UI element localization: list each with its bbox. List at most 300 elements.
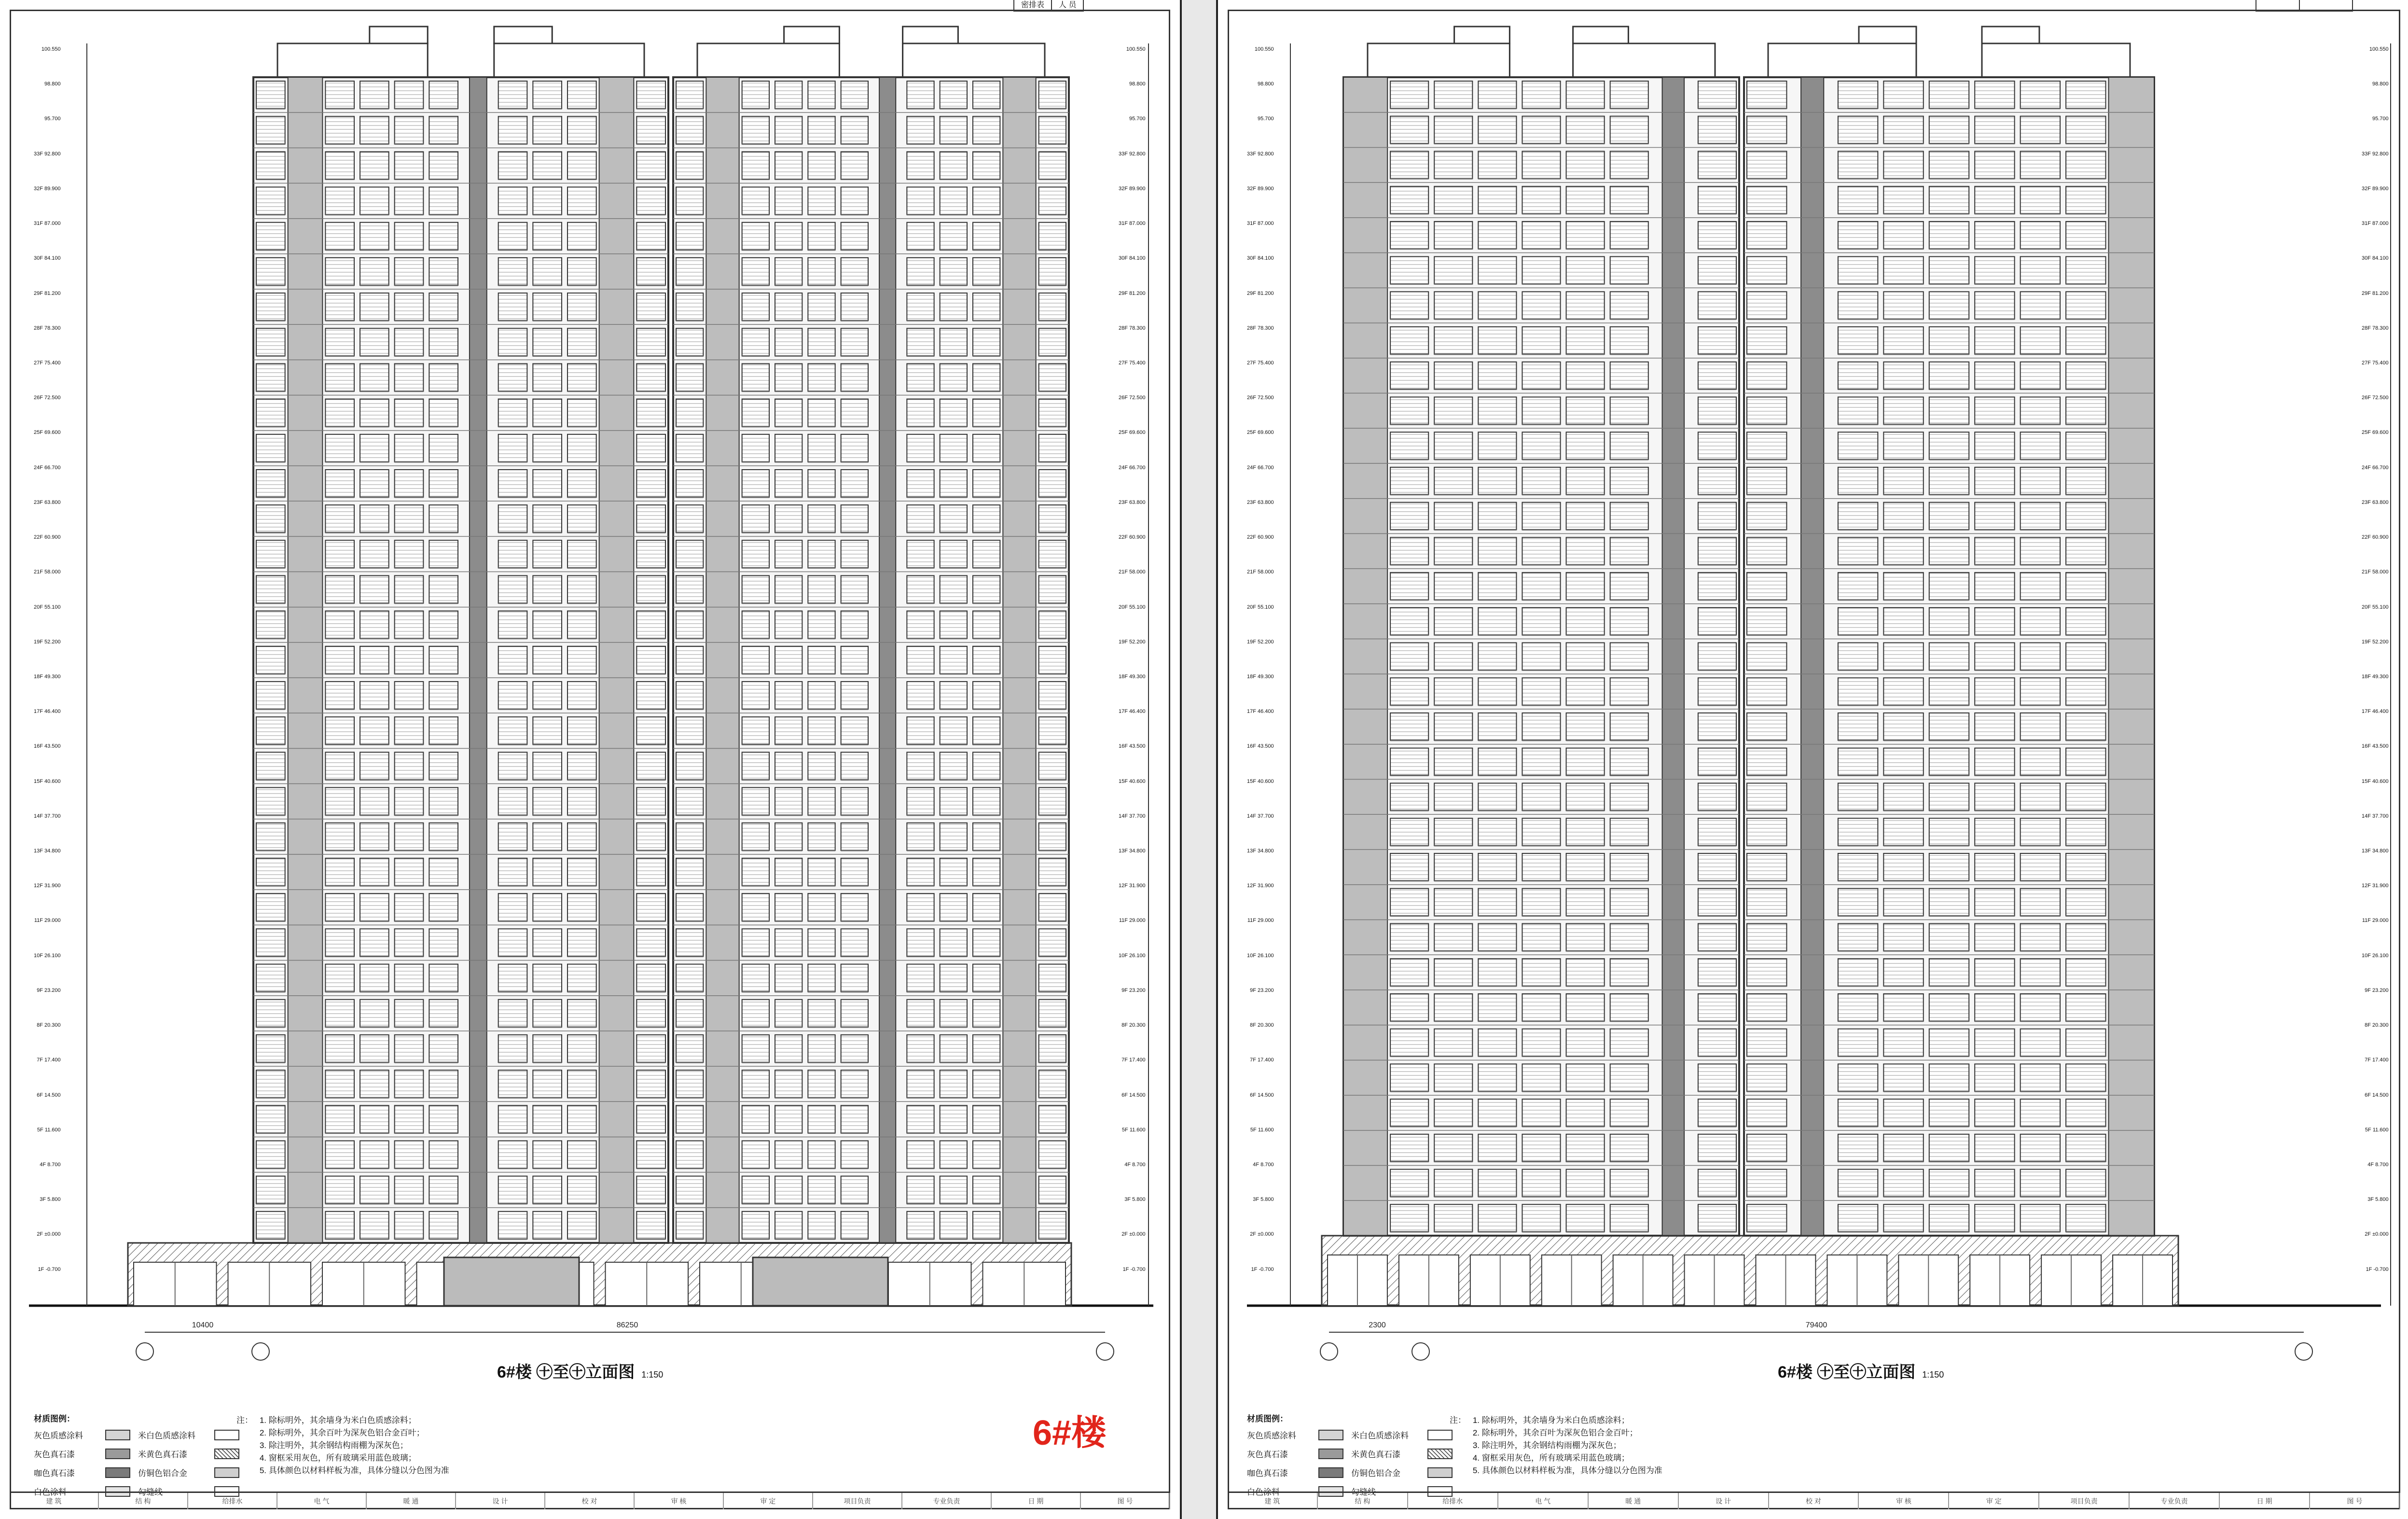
window <box>395 1035 424 1062</box>
window <box>775 646 802 674</box>
window <box>1975 713 2014 740</box>
window <box>907 470 934 497</box>
window <box>676 858 703 886</box>
window <box>1434 151 1472 179</box>
legend-swatch <box>105 1430 130 1440</box>
window <box>808 752 835 780</box>
window <box>1039 682 1066 709</box>
window <box>1929 923 1969 951</box>
window <box>1838 1099 1878 1127</box>
window <box>1610 222 1648 249</box>
strip-cell: 日 期 <box>992 1493 1081 1509</box>
window <box>973 788 1000 815</box>
level-label: 4F 8.700 <box>1253 1162 1274 1168</box>
window <box>2021 1204 2060 1232</box>
window <box>2066 116 2105 144</box>
window <box>637 1141 665 1168</box>
window <box>498 81 527 109</box>
window <box>1522 994 1560 1021</box>
window <box>360 223 389 250</box>
window <box>1747 186 1786 214</box>
window <box>676 576 703 603</box>
window <box>637 1000 665 1027</box>
window <box>1883 151 1923 179</box>
window <box>1566 1170 1605 1197</box>
window <box>360 929 389 956</box>
window <box>1434 292 1472 319</box>
window <box>1434 222 1472 249</box>
window <box>775 1070 802 1098</box>
window <box>1478 292 1516 319</box>
window <box>1478 502 1516 530</box>
window <box>325 1176 354 1204</box>
window <box>429 470 458 497</box>
window <box>567 187 596 215</box>
window <box>360 1070 389 1098</box>
level-label: 29F 81.200 <box>1247 290 1274 296</box>
window <box>256 293 285 321</box>
level-label: 4F 8.700 <box>1124 1162 1146 1168</box>
window <box>360 1141 389 1168</box>
window <box>1838 116 1878 144</box>
legend-swatch <box>1318 1467 1343 1478</box>
window <box>907 505 934 532</box>
window <box>325 1105 354 1133</box>
window <box>637 540 665 568</box>
window <box>940 1035 967 1062</box>
window <box>1522 923 1560 951</box>
window <box>1522 643 1560 670</box>
window <box>841 1000 868 1027</box>
window <box>1434 81 1472 109</box>
window <box>1610 151 1648 179</box>
window <box>498 434 527 462</box>
window <box>429 223 458 250</box>
window <box>1390 257 1428 284</box>
strip-cell: 建 筑 <box>10 1493 99 1509</box>
window <box>1929 537 1969 565</box>
level-label: 23F 63.800 <box>2362 499 2389 505</box>
window <box>808 187 835 215</box>
window <box>637 328 665 356</box>
window <box>907 893 934 921</box>
level-column <box>1119 46 1146 1301</box>
window <box>2021 397 2060 425</box>
window <box>1929 151 1969 179</box>
window <box>1747 537 1786 565</box>
window <box>1434 257 1472 284</box>
window <box>1610 432 1648 460</box>
elevation-sheet-left <box>0 0 1182 1519</box>
window <box>429 1141 458 1168</box>
window <box>940 1176 967 1204</box>
window <box>907 788 934 815</box>
level-label: 15F 40.600 <box>1119 778 1146 784</box>
window <box>1838 1029 1878 1057</box>
level-label: 17F 46.400 <box>34 709 61 715</box>
window <box>775 187 802 215</box>
level-label: 10F 26.100 <box>1119 952 1146 959</box>
window <box>1838 713 1878 740</box>
level-label: 12F 31.900 <box>2362 883 2389 889</box>
window <box>1975 1099 2014 1127</box>
building-label: 6#楼 <box>1033 1414 1107 1452</box>
window <box>1838 572 1878 600</box>
legend-swatch <box>214 1430 239 1440</box>
window <box>742 1035 769 1062</box>
window <box>1390 537 1428 565</box>
window <box>498 1070 527 1098</box>
window <box>567 929 596 956</box>
window <box>742 893 769 921</box>
window <box>1747 327 1786 354</box>
window <box>775 576 802 603</box>
window <box>256 470 285 497</box>
legend-swatch <box>1427 1449 1453 1459</box>
window <box>1434 572 1472 600</box>
level-label: 31F 87.000 <box>1247 221 1274 227</box>
level-label: 4F 8.700 <box>2367 1162 2389 1168</box>
window <box>360 1000 389 1027</box>
level-label: 30F 84.100 <box>1119 255 1146 262</box>
window <box>973 81 1000 109</box>
level-label: 32F 89.900 <box>2362 185 2389 192</box>
window <box>395 223 424 250</box>
window <box>2066 1170 2105 1197</box>
window <box>395 1000 424 1027</box>
window <box>1390 643 1428 670</box>
window <box>1566 853 1605 881</box>
window <box>1883 713 1923 740</box>
strip-cell: 图 号 <box>2310 1493 2400 1509</box>
window <box>1883 362 1923 390</box>
window <box>1698 1134 1736 1162</box>
note-item: 3. 除注明外，其余钢结构雨棚为深灰色； <box>1482 1439 1662 1452</box>
window <box>1478 467 1516 495</box>
window <box>907 858 934 886</box>
window <box>1929 713 1969 740</box>
window <box>567 328 596 356</box>
window <box>841 646 868 674</box>
legend-label: 灰色真石漆 <box>1247 1450 1288 1459</box>
window <box>1698 678 1736 705</box>
window <box>1838 783 1878 811</box>
level-label: 11F 29.000 <box>1247 918 1274 924</box>
window <box>2066 608 2105 635</box>
wall-pier <box>2109 77 2154 1236</box>
level-label: 3F 5.800 <box>1253 1197 1274 1203</box>
window <box>256 81 285 109</box>
window <box>907 293 934 321</box>
window <box>940 293 967 321</box>
window <box>395 363 424 391</box>
window <box>637 1105 665 1133</box>
window <box>1929 1204 1969 1232</box>
legend-swatch <box>214 1449 239 1459</box>
window <box>1975 222 2014 249</box>
window <box>676 293 703 321</box>
window <box>1838 362 1878 390</box>
window <box>325 1000 354 1027</box>
window <box>1610 572 1648 600</box>
window <box>973 929 1000 956</box>
window <box>256 1212 285 1239</box>
window <box>940 682 967 709</box>
window <box>395 116 424 144</box>
window <box>1039 752 1066 780</box>
window <box>1478 1134 1516 1162</box>
window <box>841 964 868 992</box>
window <box>1883 432 1923 460</box>
level-label: 21F 58.000 <box>1119 569 1146 575</box>
window <box>1698 1170 1736 1197</box>
level-label: 2F ±0.000 <box>37 1231 61 1238</box>
level-label: 20F 55.100 <box>1119 604 1146 610</box>
window <box>1434 432 1472 460</box>
window <box>1390 889 1428 916</box>
level-label: 30F 84.100 <box>2362 255 2389 262</box>
axis-bubble <box>252 1343 269 1360</box>
window <box>1698 608 1736 635</box>
window <box>533 116 562 144</box>
window <box>637 258 665 285</box>
window <box>1478 959 1516 986</box>
window <box>360 470 389 497</box>
window <box>637 788 665 815</box>
level-label: 28F 78.300 <box>34 325 61 331</box>
window <box>360 293 389 321</box>
window <box>1522 959 1560 986</box>
window <box>841 187 868 215</box>
level-label: 26F 72.500 <box>1119 395 1146 401</box>
window <box>841 116 868 144</box>
window <box>325 1212 354 1239</box>
window <box>256 116 285 144</box>
window <box>1566 537 1605 565</box>
window <box>325 81 354 109</box>
window <box>429 399 458 427</box>
window <box>1522 572 1560 600</box>
level-label: 9F 23.200 <box>37 987 61 993</box>
level-label: 26F 72.500 <box>2362 395 2389 401</box>
legend-label: 灰色真石漆 <box>34 1450 75 1459</box>
window <box>1747 959 1786 986</box>
window <box>1566 1134 1605 1162</box>
window <box>1698 116 1736 144</box>
window <box>1838 889 1878 916</box>
window <box>1039 858 1066 886</box>
window <box>808 611 835 639</box>
window <box>775 1212 802 1239</box>
window <box>256 646 285 674</box>
window <box>1929 959 1969 986</box>
level-label: 31F 87.000 <box>2362 221 2389 227</box>
level-label: 17F 46.400 <box>2362 709 2389 715</box>
window <box>2021 889 2060 916</box>
window <box>1929 81 1969 109</box>
window <box>1975 537 2014 565</box>
window <box>2066 292 2105 319</box>
window <box>1929 1099 1969 1127</box>
level-label: 28F 78.300 <box>2362 325 2389 331</box>
window <box>1883 994 1923 1021</box>
window <box>907 328 934 356</box>
window <box>1566 889 1605 916</box>
window <box>742 752 769 780</box>
window <box>1698 1029 1736 1057</box>
window <box>841 858 868 886</box>
window <box>907 1176 934 1204</box>
window <box>533 470 562 497</box>
window <box>2066 994 2105 1021</box>
window <box>1838 81 1878 109</box>
window <box>742 858 769 886</box>
window <box>637 505 665 532</box>
window <box>808 823 835 850</box>
window <box>325 116 354 144</box>
window <box>808 1105 835 1133</box>
level-label: 98.800 <box>1129 81 1146 87</box>
window <box>1975 818 2014 846</box>
window <box>1610 502 1648 530</box>
window <box>808 1070 835 1098</box>
window <box>498 1000 527 1027</box>
window <box>2066 572 2105 600</box>
material-legend <box>1247 1412 1456 1497</box>
window <box>1698 783 1736 811</box>
level-label: 7F 17.400 <box>1250 1057 1274 1063</box>
window <box>775 1035 802 1062</box>
window <box>775 1176 802 1204</box>
window <box>395 505 424 532</box>
window <box>940 1070 967 1098</box>
window <box>325 964 354 992</box>
legend-label: 米白色质感涂料 <box>138 1431 195 1440</box>
window <box>1478 923 1516 951</box>
window <box>2021 783 2060 811</box>
window <box>841 328 868 356</box>
window <box>2021 467 2060 495</box>
window <box>533 682 562 709</box>
window <box>1838 1170 1878 1197</box>
window <box>1478 186 1516 214</box>
window <box>1747 923 1786 951</box>
window <box>1610 1204 1648 1232</box>
window <box>1747 502 1786 530</box>
window <box>808 858 835 886</box>
strip-cell: 给排水 <box>1408 1493 1498 1509</box>
window <box>1039 152 1066 179</box>
window <box>1929 502 1969 530</box>
window <box>325 293 354 321</box>
window <box>498 752 527 780</box>
window <box>1838 608 1878 635</box>
design-notes <box>1450 1414 1662 1477</box>
window <box>1838 1134 1878 1162</box>
window <box>1039 611 1066 639</box>
window <box>533 1070 562 1098</box>
window <box>907 116 934 144</box>
window <box>395 187 424 215</box>
window <box>1039 540 1066 568</box>
window <box>1434 678 1472 705</box>
window <box>1838 186 1878 214</box>
window <box>1390 81 1428 109</box>
window <box>1522 748 1560 776</box>
window <box>742 399 769 427</box>
window <box>907 576 934 603</box>
window <box>841 752 868 780</box>
window <box>395 1212 424 1239</box>
window <box>360 752 389 780</box>
window <box>1039 258 1066 285</box>
window <box>1883 818 1923 846</box>
legend-label: 勾缝线 <box>138 1488 163 1497</box>
window <box>256 1141 285 1168</box>
window <box>907 1070 934 1098</box>
window <box>1698 537 1736 565</box>
window <box>395 646 424 674</box>
drawing-title <box>1778 1359 1944 1382</box>
window <box>533 893 562 921</box>
window <box>1975 432 2014 460</box>
window <box>1522 362 1560 390</box>
window <box>498 540 527 568</box>
window <box>1883 257 1923 284</box>
level-label: 27F 75.400 <box>1247 360 1274 366</box>
window <box>1747 1204 1786 1232</box>
window <box>1566 572 1605 600</box>
level-label: 13F 34.800 <box>2362 848 2389 854</box>
window <box>498 152 527 179</box>
window <box>775 399 802 427</box>
window <box>1039 293 1066 321</box>
window <box>940 187 967 215</box>
window <box>1522 397 1560 425</box>
window <box>973 399 1000 427</box>
window <box>2021 1099 2060 1127</box>
window <box>395 964 424 992</box>
window <box>1883 116 1923 144</box>
window <box>1478 151 1516 179</box>
window <box>841 258 868 285</box>
legend-label: 仿铜色铝合金 <box>138 1469 187 1478</box>
window <box>841 505 868 532</box>
window <box>973 752 1000 780</box>
window <box>429 1176 458 1204</box>
window <box>1929 397 1969 425</box>
window <box>907 929 934 956</box>
level-label: 16F 43.500 <box>2362 743 2389 750</box>
legend-label: 灰色质感涂料 <box>1247 1431 1296 1440</box>
window <box>1478 748 1516 776</box>
window <box>325 823 354 850</box>
window <box>1747 1134 1786 1162</box>
window <box>533 434 562 462</box>
window <box>1698 257 1736 284</box>
window <box>808 682 835 709</box>
window <box>1747 713 1786 740</box>
window <box>940 752 967 780</box>
window <box>1039 434 1066 462</box>
window <box>775 1105 802 1133</box>
window <box>1390 748 1428 776</box>
window <box>973 505 1000 532</box>
window <box>1883 678 1923 705</box>
window <box>973 717 1000 744</box>
roof-parapet <box>1982 43 2130 77</box>
window <box>395 611 424 639</box>
